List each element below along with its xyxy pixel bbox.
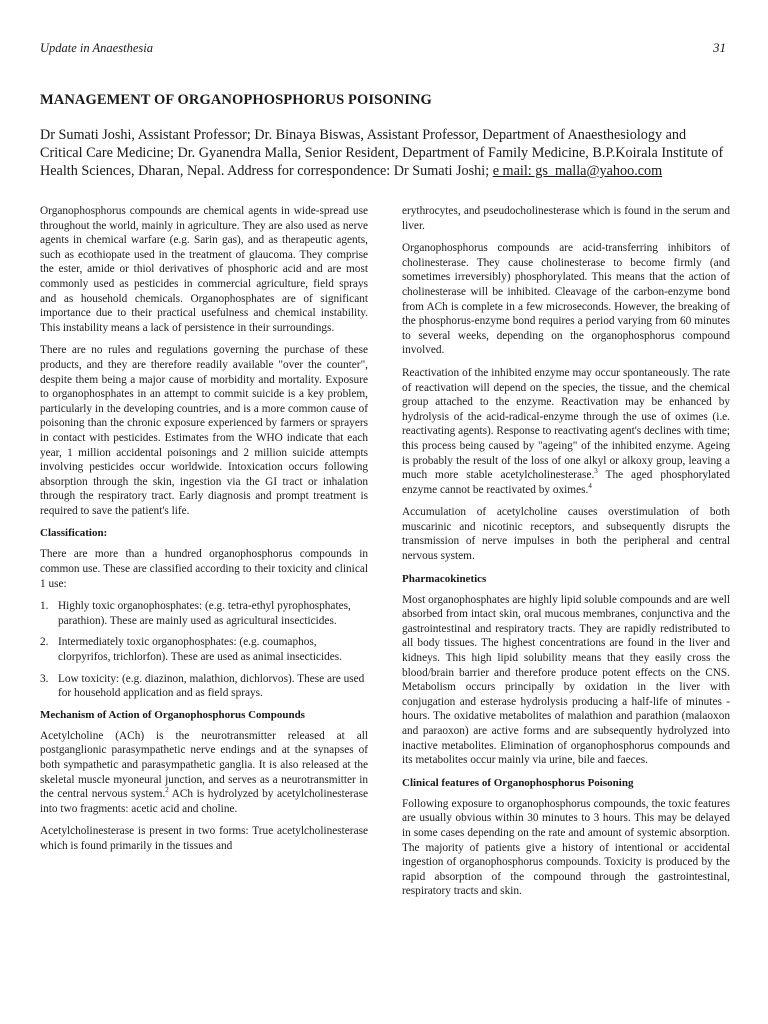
list-number: 1. — [40, 600, 49, 613]
reference-3: 3 — [594, 467, 598, 476]
list-number: 2. — [40, 636, 49, 649]
list-number: 3. — [40, 672, 49, 685]
clinical-features-paragraph: Following exposure to organophosphorus compounds, the toxic features are usually obvious within 30 minutes to 3 hours. This may be delayed in some cases depending on the rate and amount of systemic absorption. The majority of patients give a history of intentional or accidental ingestion of organophosphorus compounds. Toxicity is produced by the rapid absorption of the compound through the gastrointestinal, respiratory tracts and skin. — [402, 797, 730, 898]
reference-4: 4 — [588, 481, 592, 490]
reactivation-text-tail: The aged phosphorylated enzyme cannot be reactivated by oximes. — [402, 469, 730, 496]
reactivation-text: Reactivation of the inhibited enzyme may occur spontaneously. The rate of reactivation will depend on the species, the tissue, and the chemical group attached to the enzyme. Reactivation may be enhanced by hydrolysis of the acid-radical-enzyme through the use of oximes (i.e. reactivating agents). Response to reactivating agent's declines with time; this process being caused by "ageing" of the inhibited enzyme. Ageing is probably the result of the loss of one alkyl or alkoxy group, leaving a much more stable acetylcholinesterase. — [402, 366, 730, 482]
pharmacokinetics-paragraph: Most organophosphates are highly lipid soluble compounds and are well absorbed from intact skin, oral mucous membranes, conjunctiva and the gastrointestinal and respiratory tracts. They are rapidly redistributed to all body tissues. The highest concentrations are found in the liver and kidneys. This high lipid solubility means that they easily cross the blood/brain barrier and therefore produce potent effects on the CNS. Metabolism occurs principally by oxidation in the liver with conjugation and esterase hydrolysis producing a half-life of minutes - hours. The oxidative metabolites of malathion and parathion (malaoxon and paraoxon) are active forms and are subsequently hydrolyzed into inactive metabolites. Elimination of organophosphorus compounds and its metabolites occur mainly via urine, bile and faeces. — [402, 593, 730, 767]
mechanism-heading: Mechanism of Action of Organophosphorus Compounds — [40, 708, 305, 721]
journal-name: Update in Anaesthesia — [40, 41, 153, 55]
acetylcholine-text-tail: ACh is hydrolyzed by acetylcholinesterase into two fragments: acetic acid and choline. — [40, 788, 368, 815]
classification-heading: Classification: — [40, 527, 108, 540]
reactivation-paragraph — [402, 366, 730, 497]
accumulation-paragraph: Accumulation of acetylcholine causes overstimulation of both muscarinic and nicotinic receptors, and subsequently disrupts the transmission of nerve impulses in both the peripheral and central nervous system. — [402, 506, 730, 563]
list-text: Highly toxic organophosphates: (e.g. tetra-ethyl pyrophosphates, parathion). These are mainly used as agricultural insecticides. — [58, 600, 351, 627]
acetylcholine-paragraph — [40, 729, 368, 817]
pharmacokinetics-heading: Pharmacokinetics — [402, 572, 487, 585]
toxicity-list — [40, 599, 368, 701]
regulation-paragraph: There are no rules and regulations governing the purchase of these products, and they are therefore readily available "over the counter", despite them being a major cause of morbidity and mortality. Exposure to organophosphates in an attempt to commit suicide is a key problem, particularly in the developing countries, and is a more common cause of poisoning than the chronic exposure experienced by farmers or sprayers in contact with pesticides. Estimates from the WHO indicate that each year, 1 million accidental poisonings and 2 million suicide attempts involving pesticides occur worldwide. Intoxication occurs following absorption through the skin, ingestion via the GI tract or inhalation through the respiratory tract. Early diagnosis and prompt treatment is required to save the patient's life. — [40, 344, 368, 517]
correspondence-email-link[interactable]: e mail: gs_malla@yahoo.com — [492, 163, 663, 179]
intro-paragraph: Organophosphorus compounds are chemical agents in wide-spread use throughout the world, mainly in agriculture. They are also used as nerve agents in chemical warfare (e.g. Sarin gas), and as therapeutic agents, such as ecothiopate used in the treatment of glaucoma. They comprise the ester, amide or thiol derivatives of phosphoric acid and are most commonly used as pesticides in commercial agriculture, field sprays and as household chemicals. Organophosphates are of significant importance due to their practical usefulness and chemical instability. This instability means a lack of persistence in their surroundings. — [40, 205, 368, 334]
list-item — [40, 635, 368, 664]
running-header — [40, 40, 730, 62]
list-text: Intermediately toxic organophosphates: (e.g. coumaphos, clorpyrifos, trichlorfon). These are used as animal insecticides. — [58, 636, 342, 664]
list-item — [40, 599, 368, 628]
right-column — [402, 204, 730, 907]
acetylcholine-text: Acetylcholine (ACh) is the neurotransmitter released at all postganglionic parasympathetic nerve endings and at the synapses of both sympathetic and parasympathetic ganglia. It is also released at the skeletal muscle myoneural junction, and serves as a neurotransmitter in the central nervous system. — [40, 729, 368, 801]
list-text: Low toxicity: (e.g. diazinon, malathion, dichlorvos). These are used for household application and as field sprays. — [58, 672, 365, 700]
author-affiliations — [40, 126, 730, 180]
list-item — [40, 672, 368, 701]
acetylcholinesterase-paragraph: Acetylcholinesterase is present in two forms: True acetylcholinesterase which is found primarily in the tissues and — [40, 825, 368, 852]
classification-paragraph: There are more than a hundred organophosphorus compounds in common use. These are classified according to their toxicity and clinical 1 use: — [40, 548, 368, 590]
author-text: Dr Sumati Joshi, Assistant Professor; Dr. Binaya Biswas, Assistant Professor, Department of Anaesthesiology and Critical Care Medicine; Dr. Gyanendra Malla, Senior Resident, Department of Family Medicine, B.P.Koirala Institute of Health Sciences, Dharan, Nepal. Address for correspondence: Dr Sumati Joshi; — [40, 127, 724, 179]
inhibitors-paragraph: Organophosphorus compounds are acid-transferring inhibitors of cholinesterase. They cause cholinesterase to become firmly (and sometimes irreversibly) phosphorylated. This means that the action of cholinesterase will be inhibited. Cleavage of the carbon-enzyme bond from ACh is complete in a few microseconds. However, the breaking of the phosphorus-enzyme bond requires a period varying from 60 minutes to several weeks, depending on the organophosphorus compound involved. — [402, 242, 730, 357]
page-number: 31 — [713, 40, 726, 55]
article-title: MANAGEMENT OF ORGANOPHOSPHORUS POISONING — [40, 92, 432, 108]
clinical-features-heading: Clinical features of Organophosphorus Poisoning — [402, 776, 634, 789]
left-column — [40, 204, 368, 907]
body-columns — [40, 204, 730, 907]
reference-2: 2 — [165, 786, 169, 795]
erythrocytes-paragraph: erythrocytes, and pseudocholinesterase which is found in the serum and liver. — [402, 205, 730, 232]
